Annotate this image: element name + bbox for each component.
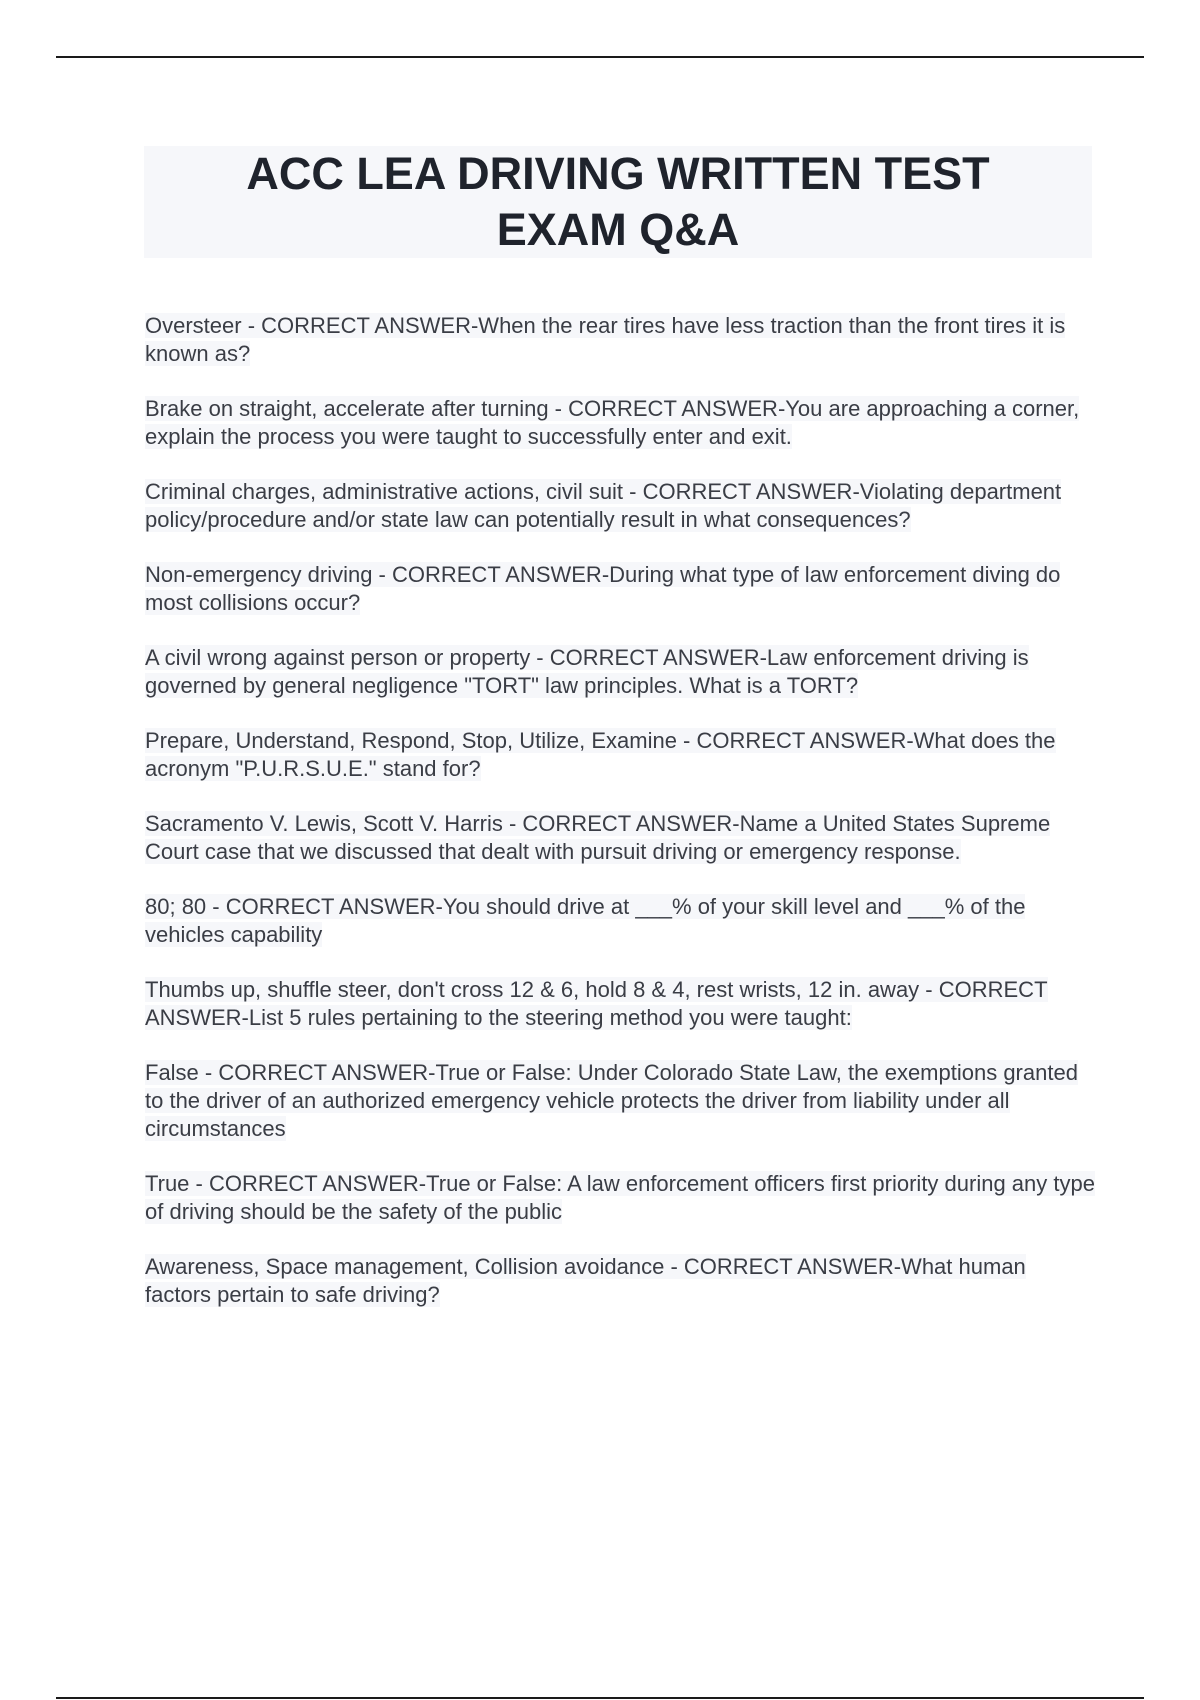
- qa-item: [145, 395, 1095, 451]
- qa-list: [145, 312, 1095, 1336]
- qa-item: [145, 644, 1095, 700]
- top-rule: [56, 56, 1144, 58]
- qa-text: Brake on straight, accelerate after turning - CORRECT ANSWER-You are approaching a corner, explain the process you were taught to successfully enter and exit.: [145, 396, 1080, 449]
- qa-text: Non-emergency driving - CORRECT ANSWER-During what type of law enforcement diving do most collisions occur?: [145, 562, 1061, 615]
- qa-text: 80; 80 - CORRECT ANSWER-You should drive at ___% of your skill level and ___% of the vehicles capability: [145, 894, 1026, 947]
- qa-item: [145, 1170, 1095, 1226]
- qa-item: [145, 312, 1095, 368]
- qa-text: False - CORRECT ANSWER-True or False: Under Colorado State Law, the exemptions granted to the driver of an authorized emergency vehicle protects the driver from liability under all circumstances: [145, 1060, 1078, 1141]
- qa-item: [145, 561, 1095, 617]
- qa-text: Criminal charges, administrative actions, civil suit - CORRECT ANSWER-Violating department policy/procedure and/or state law can potentially result in what consequences?: [145, 479, 1062, 532]
- qa-text: Oversteer - CORRECT ANSWER-When the rear tires have less traction than the front tires it is known as?: [145, 313, 1066, 366]
- qa-item: [145, 1253, 1095, 1309]
- document-title: ACC LEA DRIVING WRITTEN TEST EXAM Q&A: [246, 148, 990, 255]
- qa-item: [145, 810, 1095, 866]
- qa-text: Awareness, Space management, Collision avoidance - CORRECT ANSWER-What human factors pertain to safe driving?: [145, 1254, 1026, 1307]
- title-banner: [144, 146, 1092, 258]
- qa-item: [145, 1059, 1095, 1143]
- qa-text: True - CORRECT ANSWER-True or False: A law enforcement officers first priority during any type of driving should be the safety of the public: [145, 1171, 1095, 1224]
- qa-text: Sacramento V. Lewis, Scott V. Harris - CORRECT ANSWER-Name a United States Supreme Court case that we discussed that dealt with pursuit driving or emergency response.: [145, 811, 1051, 864]
- qa-text: Prepare, Understand, Respond, Stop, Utilize, Examine - CORRECT ANSWER-What does the acronym "P.U.R.S.U.E." stand for?: [145, 728, 1056, 781]
- bottom-rule: [56, 1697, 1144, 1699]
- qa-item: [145, 893, 1095, 949]
- qa-text: Thumbs up, shuffle steer, don't cross 12 & 6, hold 8 & 4, rest wrists, 12 in. away - CORRECT ANSWER-List 5 rules pertaining to the steering method you were taught:: [145, 977, 1048, 1030]
- qa-text: A civil wrong against person or property - CORRECT ANSWER-Law enforcement driving is governed by general negligence "TORT" law principles. What is a TORT?: [145, 645, 1029, 698]
- qa-item: [145, 976, 1095, 1032]
- qa-item: [145, 727, 1095, 783]
- qa-item: [145, 478, 1095, 534]
